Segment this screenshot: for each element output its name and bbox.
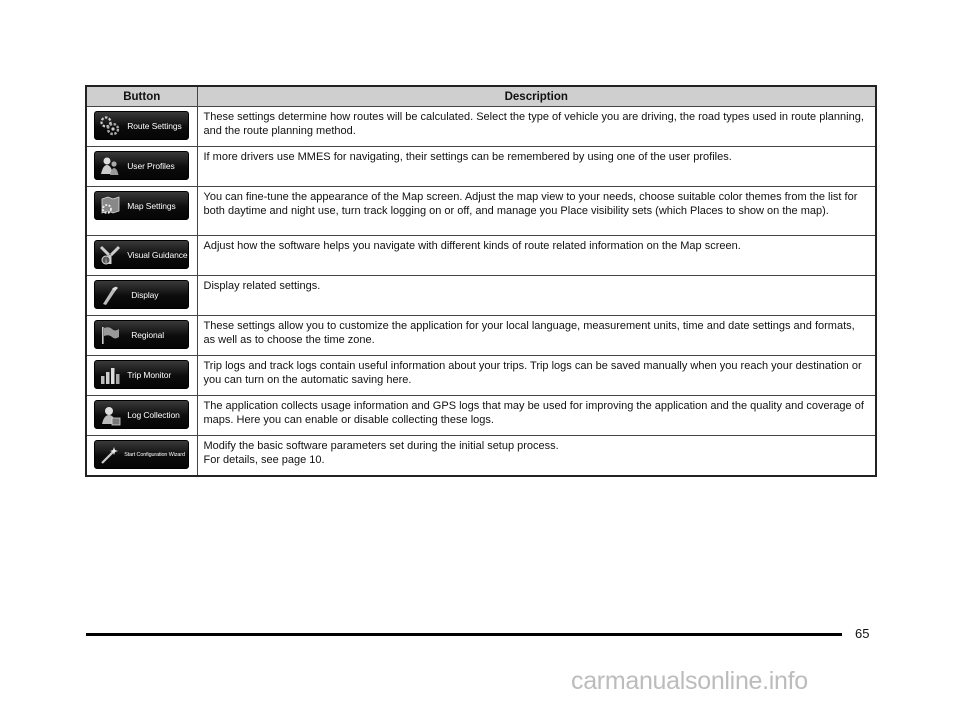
button-label: Start Configuration Wizard xyxy=(124,451,185,458)
route-settings-icon xyxy=(99,114,121,137)
map-settings-button[interactable] xyxy=(94,191,189,220)
button-label: Route Settings xyxy=(127,120,182,131)
settings-table xyxy=(85,85,877,477)
description-cell: These settings determine how routes will be calculated. Select the type of vehicle you are driving, the road types used in route planning, and the route planning method. xyxy=(197,107,876,147)
description-line: For details, see page 10. xyxy=(203,453,325,466)
button-label: Regional xyxy=(131,329,165,340)
button-label: Display xyxy=(131,289,159,300)
display-icon xyxy=(99,283,121,306)
trip-monitor-button[interactable] xyxy=(94,360,189,389)
svg-text:i: i xyxy=(105,258,107,265)
description-line: Modify the basic software parameters set during the initial setup process. xyxy=(203,440,559,452)
table-row xyxy=(86,436,876,477)
description-cell: If more drivers use MMES for navigating, their settings can be remembered by using one of the user profiles. xyxy=(197,147,876,187)
log-collection-icon xyxy=(99,403,121,426)
button-label: Log Collection xyxy=(127,409,180,420)
user-profiles-button[interactable] xyxy=(94,151,189,180)
description-cell: The application collects usage information and GPS logs that may be used for improving the application and the quality and coverage of maps. Here you can enable or disable collecting these logs. xyxy=(197,396,876,436)
description-cell: These settings allow you to customize the application for your local language, measurement units, time and date settings and formats, as well as to choose the time zone. xyxy=(197,316,876,356)
map-settings-icon xyxy=(99,194,121,217)
trip-monitor-icon xyxy=(99,363,121,386)
header-description: Description xyxy=(197,86,876,107)
description-cell: Trip logs and track logs contain useful information about your trips. Trip logs can be saved manually when you reach your destination or you can turn on the automatic saving here. xyxy=(197,356,876,396)
regional-button[interactable] xyxy=(94,320,189,349)
table-row xyxy=(86,316,876,356)
user-profiles-icon xyxy=(99,154,121,177)
start-configuration-wizard-button[interactable] xyxy=(94,440,189,469)
button-label: User Profiles xyxy=(127,160,175,171)
description-cell: Adjust how the software helps you navigate with different kinds of route related information on the Map screen. xyxy=(197,236,876,276)
description-cell: You can fine-tune the appearance of the Map screen. Adjust the map view to your needs, choose suitable color themes from the list for both daytime and night use, turn track logging on or off, and manage you Place visibility sets (which Places to show on the map). xyxy=(197,187,876,236)
table-row xyxy=(86,187,876,236)
button-label: Trip Monitor xyxy=(127,369,172,380)
description-cell: Display related settings. xyxy=(197,276,876,316)
table-row xyxy=(86,396,876,436)
configuration-wizard-icon xyxy=(99,443,121,466)
page-number: 65 xyxy=(855,626,870,641)
log-collection-button[interactable] xyxy=(94,400,189,429)
button-label: Visual Guidance xyxy=(127,249,188,260)
table-header-row xyxy=(86,86,876,107)
visual-guidance-button[interactable] xyxy=(94,240,189,269)
route-settings-button[interactable] xyxy=(94,111,189,140)
table-row xyxy=(86,276,876,316)
regional-icon xyxy=(99,323,121,346)
display-button[interactable] xyxy=(94,280,189,309)
table-row xyxy=(86,356,876,396)
watermark: carmanualsonline.info xyxy=(571,667,808,695)
description-cell xyxy=(197,436,876,477)
header-button: Button xyxy=(86,86,197,107)
visual-guidance-icon xyxy=(99,243,121,266)
table-row xyxy=(86,236,876,276)
table-row xyxy=(86,147,876,187)
table-row xyxy=(86,107,876,147)
button-label: Map Settings xyxy=(127,200,176,211)
footer-rule xyxy=(86,633,842,636)
